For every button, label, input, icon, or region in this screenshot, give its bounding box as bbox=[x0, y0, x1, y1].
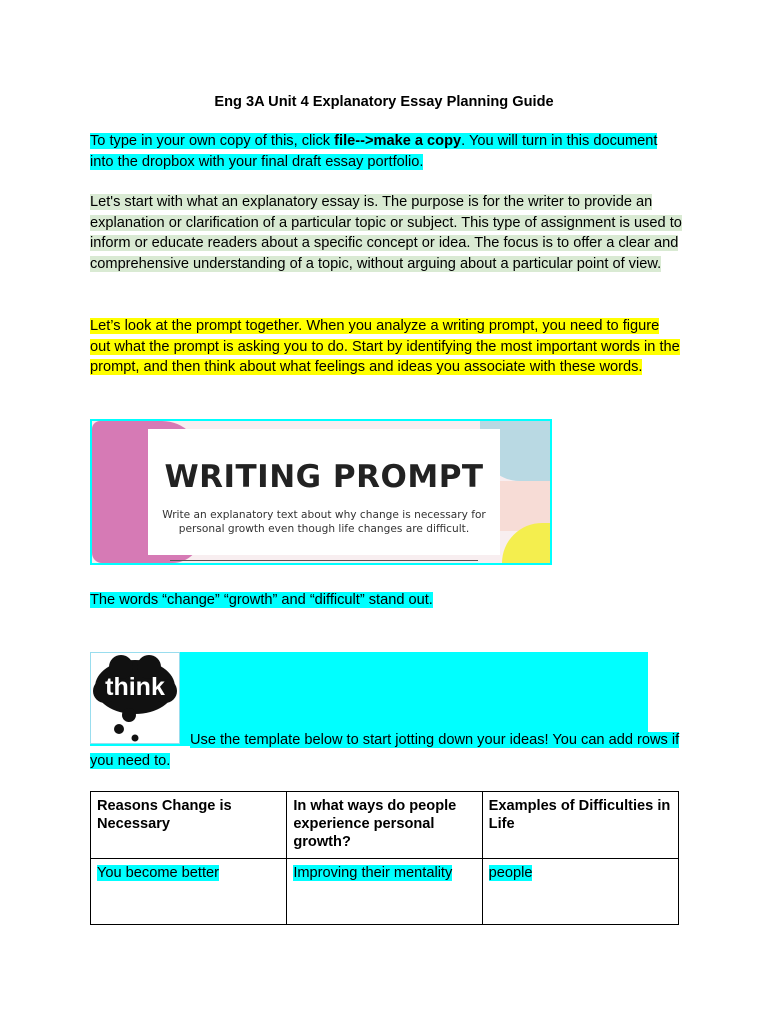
template-note-paragraph bbox=[90, 730, 682, 771]
prompt-underline bbox=[170, 560, 478, 561]
intro-text-before: To type in your own copy of this, click bbox=[90, 133, 335, 149]
table-cell[interactable] bbox=[287, 859, 482, 925]
cell-text: You become better bbox=[97, 865, 219, 881]
header-difficulties: Examples of Difficulties in Life bbox=[482, 792, 678, 859]
table-cell[interactable] bbox=[482, 859, 678, 925]
cell-text: people bbox=[488, 865, 533, 881]
prompt-card bbox=[148, 429, 500, 555]
standout-paragraph bbox=[90, 590, 682, 611]
table-header-row bbox=[91, 792, 679, 859]
page-title: Eng 3A Unit 4 Explanatory Essay Planning Guide bbox=[214, 94, 554, 110]
prompt-heading: WRITING PROMPT bbox=[164, 459, 484, 495]
table-cell[interactable] bbox=[91, 859, 287, 925]
template-note-text: Use the template below to start jotting down your ideas! You can add rows if you need to. bbox=[90, 732, 680, 769]
definition-text: Let's start with what an explanatory essay is. The purpose is for the writer to provide an explanation or clarification of a particular topic or subject. This type of assignment is used to inform or educate readers about a specific concept or idea. The focus is to offer a clear and comprehensive understanding of a topic, without arguing about a particular point of view. bbox=[90, 194, 682, 273]
definition-paragraph bbox=[90, 192, 682, 275]
think-label: think bbox=[105, 673, 165, 701]
prompt-intro-text: Let’s look at the prompt together. When you analyze a writing prompt, you need to figure out what the prompt is asking you to do. Start by identifying the most important words in the prompt, and then think about what feelings and ideas you associate with these words. bbox=[90, 318, 680, 376]
prompt-text: Write an explanatory text about why change is necessary for personal growth even though life changes are difficult. bbox=[162, 509, 486, 535]
header-reasons: Reasons Change is Necessary bbox=[91, 792, 287, 859]
standout-text: The words “change” “growth” and “difficult” stand out. bbox=[90, 592, 433, 608]
writing-prompt-image bbox=[90, 419, 552, 565]
intro-text-after: . You will turn in this document into the dropbox with your final draft essay portfolio. bbox=[90, 133, 658, 170]
prompt-intro-paragraph bbox=[90, 316, 682, 378]
ideas-table bbox=[90, 791, 679, 925]
make-copy-instruction: file-->make a copy bbox=[334, 133, 462, 149]
intro-paragraph bbox=[90, 131, 682, 172]
header-growth: In what ways do people experience personal growth? bbox=[287, 792, 482, 859]
table-row bbox=[91, 859, 679, 925]
cell-text: Improving their mentality bbox=[293, 865, 453, 881]
